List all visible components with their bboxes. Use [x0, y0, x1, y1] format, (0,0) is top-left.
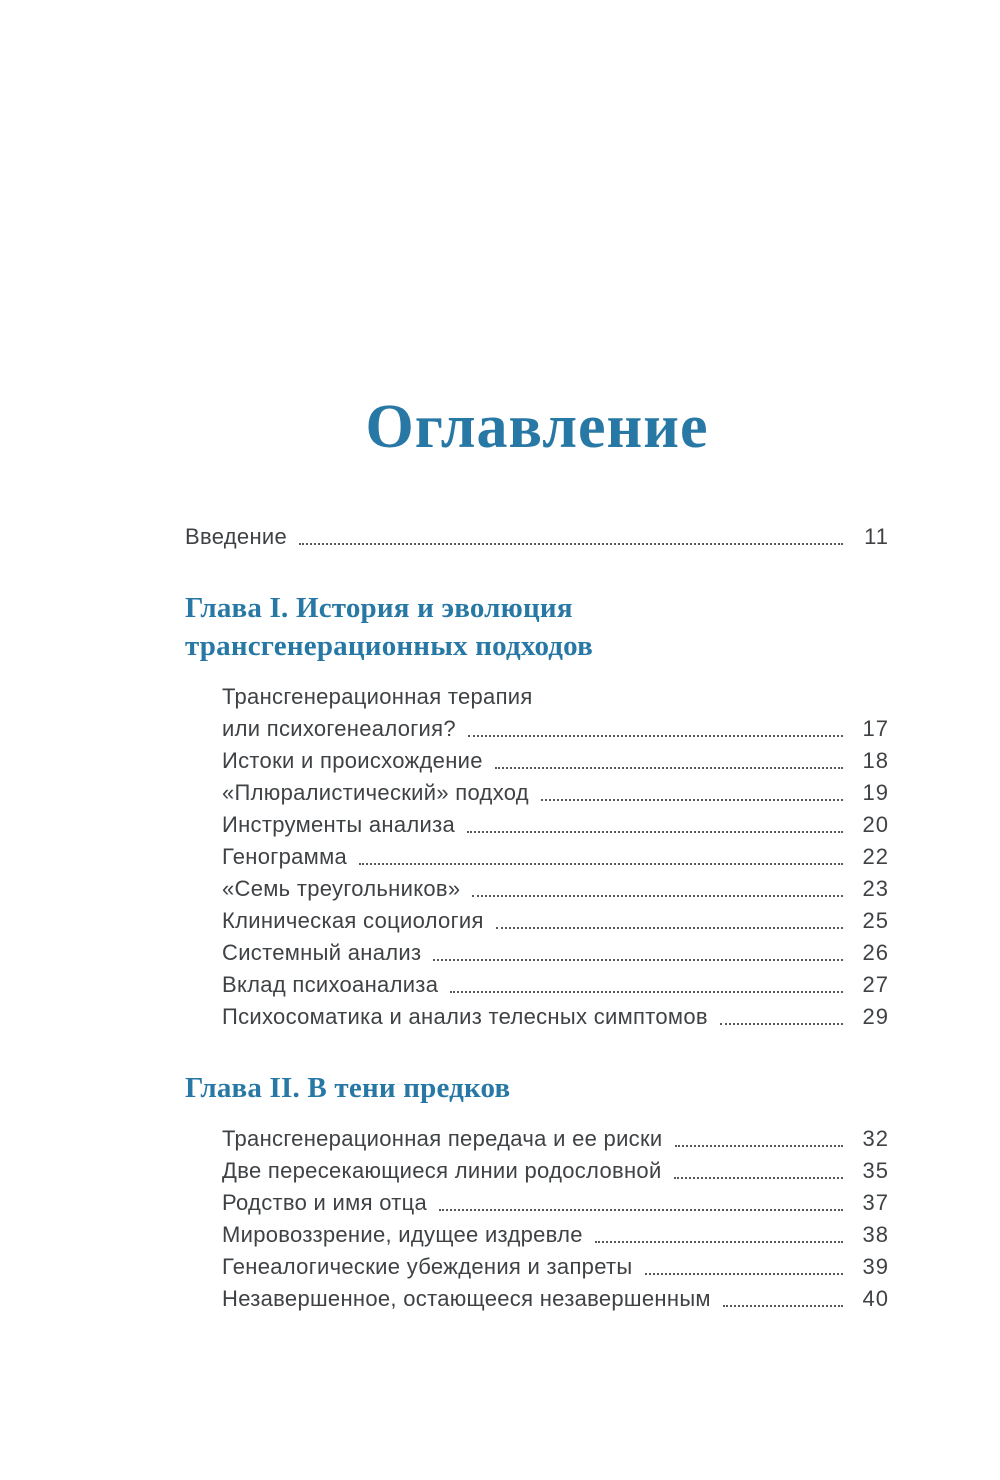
toc-entry-row [222, 1187, 889, 1219]
page-number: 18 [862, 748, 889, 773]
toc-entry [222, 1123, 889, 1155]
toc-entry-label: Клиническая социология [222, 908, 484, 933]
toc-entry-label: Родство и имя отца [222, 1190, 428, 1215]
toc-entry-label: Генеалогические убеждения и запреты [222, 1254, 633, 1279]
toc-entry [222, 1219, 889, 1251]
toc-entry [222, 937, 889, 969]
page-number: 39 [862, 1254, 889, 1279]
toc-entry-row [222, 937, 889, 969]
toc-entry [222, 841, 889, 873]
toc-entry-label: «Плюралистический» подход [222, 780, 529, 805]
dot-leader [359, 863, 843, 865]
page-number: 32 [862, 1126, 889, 1151]
dot-leader [433, 959, 843, 961]
toc-entry [222, 1187, 889, 1219]
toc-entry [222, 969, 889, 1001]
dot-leader [723, 1305, 843, 1307]
chapter-heading: Глава II. В тени предков [185, 1072, 511, 1104]
dot-leader [645, 1273, 844, 1275]
toc-entry [222, 777, 889, 809]
toc-entry-row [222, 1251, 889, 1283]
toc-entry-row [222, 841, 889, 873]
toc-entry-row [222, 1283, 889, 1315]
toc-entry-label: Введение [185, 524, 288, 549]
toc-entry-label: Трансгенерационная терапия [222, 684, 533, 709]
page-number: 11 [864, 524, 889, 549]
toc-entry-row [222, 1123, 889, 1155]
dot-leader [450, 991, 843, 993]
toc-entry-row [222, 745, 889, 777]
dot-leader [675, 1145, 844, 1147]
toc-entry [222, 745, 889, 777]
page-number: 22 [862, 844, 889, 869]
toc-entry-label: Истоки и происхождение [222, 748, 483, 773]
page-number: 35 [862, 1158, 889, 1183]
toc-entry-label: Две пересекающиеся линии родословной [222, 1158, 662, 1183]
dot-leader [595, 1241, 843, 1243]
toc-list [185, 521, 889, 1315]
toc-entry-row [222, 1001, 889, 1033]
toc-entry-row [222, 969, 889, 1001]
toc-entry-row [222, 809, 889, 841]
page-number: 17 [862, 716, 889, 741]
toc-entry-label: Системный анализ [222, 940, 422, 965]
book-page [185, 0, 889, 1315]
toc-entry-label: Вклад психоанализа [222, 972, 439, 997]
toc-entry [222, 905, 889, 937]
toc-entry-row [222, 1155, 889, 1187]
dot-leader [467, 831, 843, 833]
toc-entry-label: Генограмма [222, 844, 348, 869]
page-number: 40 [862, 1286, 889, 1311]
toc-entry-row [222, 777, 889, 809]
chapter-heading: Глава I. История и эволюция трансгенерационных подходов [185, 592, 594, 662]
page-number: 25 [862, 908, 889, 933]
page-number: 27 [862, 972, 889, 997]
toc-entry-row [222, 873, 889, 905]
dot-leader [439, 1209, 843, 1211]
toc-entry-label: Незавершенное, остающееся незавершенным [222, 1286, 711, 1311]
dot-leader [495, 767, 843, 769]
page-number: 23 [862, 876, 889, 901]
page-number: 20 [862, 812, 889, 837]
page-number: 26 [862, 940, 889, 965]
toc-entry-row [185, 521, 889, 553]
chapter-items [222, 1123, 889, 1315]
dot-leader [541, 799, 843, 801]
toc-entry [222, 1251, 889, 1283]
toc-entry-label: «Семь треугольников» [222, 876, 461, 901]
toc-entry [222, 809, 889, 841]
toc-entry-label: Инструменты анализа [222, 812, 456, 837]
page-number: 19 [862, 780, 889, 805]
toc-entry-label: Психосоматика и анализ телесных симптомов [222, 1004, 708, 1029]
toc-entry-label: или психогенеалогия? [222, 716, 456, 741]
dot-leader [472, 895, 843, 897]
dot-leader [674, 1177, 843, 1179]
toc-entry-row [222, 905, 889, 937]
dot-leader [468, 735, 843, 737]
page-title: Оглавление [365, 393, 709, 461]
toc-entry [222, 1283, 889, 1315]
toc-entry-row [222, 1219, 889, 1251]
toc-entry [222, 1155, 889, 1187]
dot-leader [299, 543, 843, 545]
toc-entry-row [222, 713, 889, 745]
toc-entry-label: Мировоззрение, идущее издревле [222, 1222, 583, 1247]
page-number: 37 [862, 1190, 889, 1215]
page-number: 29 [862, 1004, 889, 1029]
chapter-items [222, 681, 889, 1033]
dot-leader [496, 927, 843, 929]
page-number: 38 [862, 1222, 889, 1247]
dot-leader [720, 1023, 843, 1025]
toc-entry-label: Трансгенерационная передача и ее риски [222, 1126, 663, 1151]
toc-entry [222, 681, 889, 745]
toc-entry [222, 1001, 889, 1033]
toc-entry [222, 873, 889, 905]
